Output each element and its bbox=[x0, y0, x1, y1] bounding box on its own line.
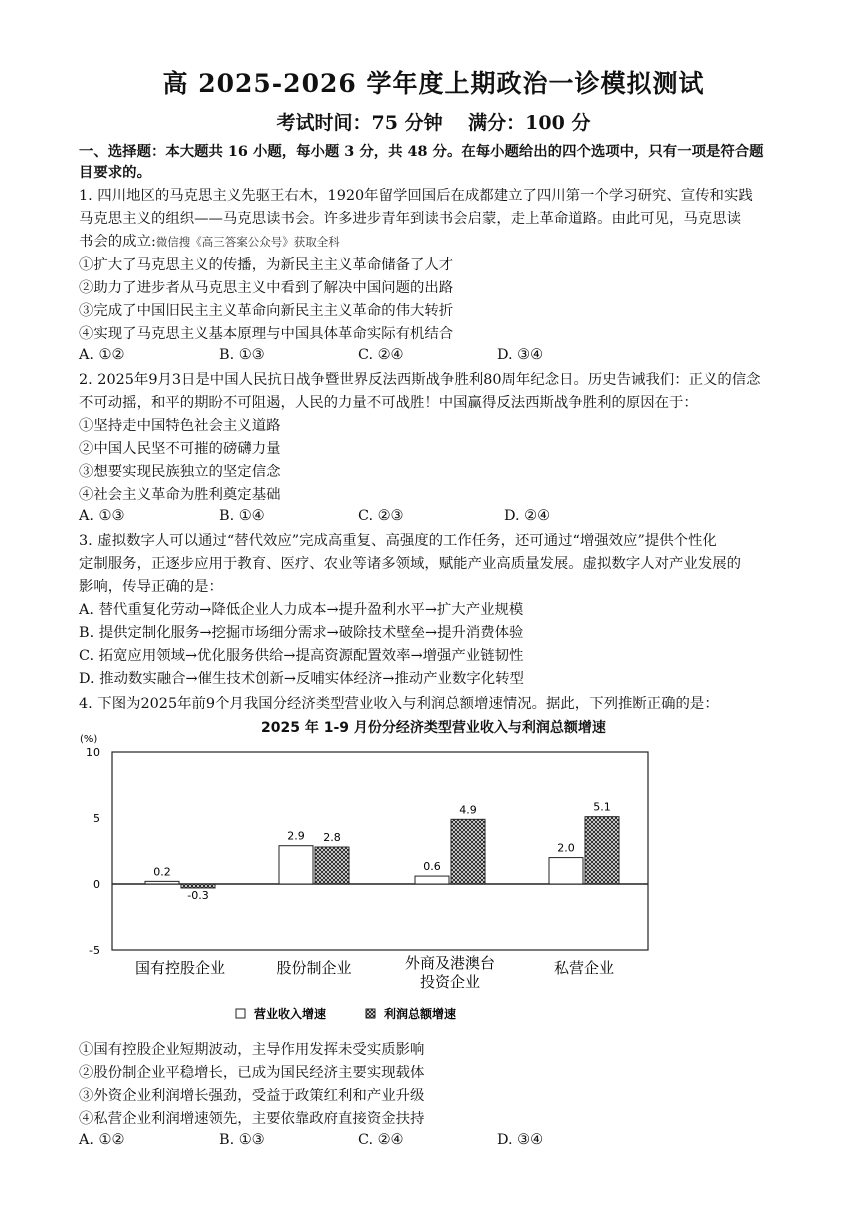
q2-stem-1: 2. 2025年9月3日是中国人民抗日战争暨世界反法西斯战争胜利80周年纪念日。历史告诫我们：正义的信念 bbox=[79, 372, 761, 388]
q4-statement-1: ①国有控股企业短期波动，主导作用发挥未受实质影响 bbox=[79, 1042, 425, 1058]
y-tick-label: 10 bbox=[86, 746, 100, 759]
q4-option-a[interactable]: A. ①② bbox=[79, 1132, 125, 1148]
q1-stem-1: 1. 四川地区的马克思主义先驱王右木，1920年留学回国后在成都建立了四川第一个学习研究、宣传和实践 bbox=[79, 188, 753, 204]
q1-option-c[interactable]: C. ②④ bbox=[358, 347, 404, 363]
exam-info: 考试时间：75 分钟 满分：100 分 bbox=[276, 112, 591, 134]
profit-data-label: 5.1 bbox=[593, 800, 611, 814]
y-tick-label: 5 bbox=[93, 812, 100, 825]
q3-option-d[interactable]: D. 推动数实融合→催生技术创新→反哺实体经济→推动产业数字化转型 bbox=[79, 671, 524, 687]
profit-bar bbox=[585, 817, 619, 884]
q4-statement-4: ④私营企业利润增速领先，主要依靠政府直接资金扶持 bbox=[79, 1111, 425, 1127]
revenue-bar bbox=[145, 881, 179, 884]
q3-stem-2: 定制服务，正逐步应用于教育、医疗、农业等诸多领域，赋能产业高质量发展。虚拟数字人对产业发展的 bbox=[79, 556, 741, 572]
q2-stem-2: 不可动摇，和平的期盼不可阻遏，人民的力量不可战胜！中国赢得反法西斯战争胜利的原因在于： bbox=[79, 395, 698, 411]
q2-statement-1: ①坚持走中国特色社会主义道路 bbox=[79, 418, 281, 434]
q2-options bbox=[79, 508, 799, 528]
q4-statement-2: ②股份制企业平稳增长，已成为国民经济主要实现载体 bbox=[79, 1065, 425, 1081]
y-tick-label: -5 bbox=[89, 944, 100, 957]
q3-option-a[interactable]: A. 替代重复化劳动→降低企业人力成本→提升盈利水平→扩大产业规模 bbox=[79, 602, 524, 618]
category-label: 投资企业 bbox=[419, 973, 481, 991]
bar-chart bbox=[0, 730, 867, 1030]
q2-option-b[interactable]: B. ①④ bbox=[219, 508, 265, 524]
q1-option-b[interactable]: B. ①③ bbox=[219, 347, 265, 363]
q3-option-c[interactable]: C. 拓宽应用领域→优化服务供给→提高资源配置效率→增强产业链韧性 bbox=[79, 648, 524, 664]
q2-option-a[interactable]: A. ①③ bbox=[79, 508, 125, 524]
q2-statement-4: ④社会主义革命为胜利奠定基础 bbox=[79, 487, 281, 503]
legend-label: 营业收入增速 bbox=[254, 1007, 327, 1021]
profit-data-label: 2.8 bbox=[323, 831, 341, 845]
q1-statement-1: ①扩大了马克思主义的传播，为新民主主义革命储备了人才 bbox=[79, 257, 454, 273]
legend-swatch bbox=[366, 1009, 375, 1018]
profit-bar bbox=[181, 884, 215, 888]
category-label: 私营企业 bbox=[553, 959, 615, 977]
q1-option-d[interactable]: D. ③④ bbox=[497, 347, 543, 363]
q1-statement-4: ④实现了马克思主义基本原理与中国具体革命实际有机结合 bbox=[79, 326, 454, 342]
q4-statement-3: ③外资企业利润增长强劲，受益于政策红利和产业升级 bbox=[79, 1088, 425, 1104]
q1-options bbox=[79, 347, 799, 367]
revenue-data-label: 0.2 bbox=[153, 865, 171, 879]
q4-stem-1: 4. 下图为2025年前9个月我国分经济类型营业收入与利润总额增速情况。据此，下列推断正确的是： bbox=[79, 696, 719, 712]
q3-stem-3: 影响，传导正确的是： bbox=[79, 579, 223, 595]
q2-option-d[interactable]: D. ②④ bbox=[504, 508, 550, 524]
chart-title: 2025 年 1-9 月份分经济类型营业收入与利润总额增速 bbox=[261, 720, 606, 736]
page-title: 高 2025-2026 学年度上期政治一诊模拟测试 bbox=[162, 69, 705, 98]
revenue-bar bbox=[415, 876, 449, 884]
q3-option-b[interactable]: B. 提供定制化服务→挖掘市场细分需求→破除技术壁垒→提升消费体验 bbox=[79, 625, 524, 641]
q4-option-d[interactable]: D. ③④ bbox=[497, 1132, 543, 1148]
revenue-data-label: 2.0 bbox=[557, 841, 575, 855]
q4-options bbox=[79, 1132, 799, 1152]
q2-statement-2: ②中国人民坚不可摧的磅礴力量 bbox=[79, 441, 281, 457]
profit-data-label: 4.9 bbox=[459, 803, 477, 817]
section-heading-2: 目要求的。 bbox=[79, 164, 151, 181]
q4-option-c[interactable]: C. ②④ bbox=[358, 1132, 404, 1148]
q1-option-a[interactable]: A. ①② bbox=[79, 347, 125, 363]
q1-statement-2: ②助力了进步者从马克思主义中看到了解决中国问题的出路 bbox=[79, 280, 454, 296]
revenue-data-label: 0.6 bbox=[423, 860, 441, 874]
legend-label: 利润总额增速 bbox=[384, 1007, 457, 1021]
q3-stem-1: 3. 虚拟数字人可以通过“替代效应”完成高重复、高强度的工作任务，还可通过“增强效应”提供个性化 bbox=[79, 533, 717, 549]
q1-statement-3: ③完成了中国旧民主主义革命向新民主主义革命的伟大转折 bbox=[79, 303, 454, 319]
y-tick-label: 0 bbox=[93, 878, 100, 891]
revenue-bar bbox=[279, 846, 313, 884]
category-label: 股份制企业 bbox=[276, 959, 352, 977]
profit-data-label: -0.3 bbox=[187, 888, 209, 902]
revenue-data-label: 2.9 bbox=[287, 829, 305, 843]
profit-bar bbox=[315, 847, 349, 884]
revenue-bar bbox=[549, 858, 583, 884]
section-heading: 一、选择题：本大题共 16 小题，每小题 3 分，共 48 分。在每小题给出的四个选项中，只有一项是符合题 bbox=[79, 143, 764, 160]
profit-bar bbox=[451, 819, 485, 884]
category-label: 外商及港澳台 bbox=[404, 954, 496, 972]
q1-stem-3 bbox=[79, 232, 340, 252]
y-axis-unit: (%) bbox=[80, 734, 98, 745]
category-label: 国有控股企业 bbox=[134, 959, 226, 977]
legend-swatch bbox=[236, 1009, 245, 1018]
q2-option-c[interactable]: C. ②③ bbox=[358, 508, 404, 524]
q1-stem-3-text: 书会的成立: bbox=[79, 234, 156, 250]
q4-option-b[interactable]: B. ①③ bbox=[219, 1132, 265, 1148]
q1-stem-2: 马克思主义的组织——马克思读书会。许多进步青年到读书会启蒙，走上革命道路。由此可见，马克思读 bbox=[79, 211, 741, 227]
q1-watermark-note: 微信搜《高三答案公众号》获取全科 bbox=[155, 235, 340, 249]
q2-statement-3: ③想要实现民族独立的坚定信念 bbox=[79, 464, 281, 480]
